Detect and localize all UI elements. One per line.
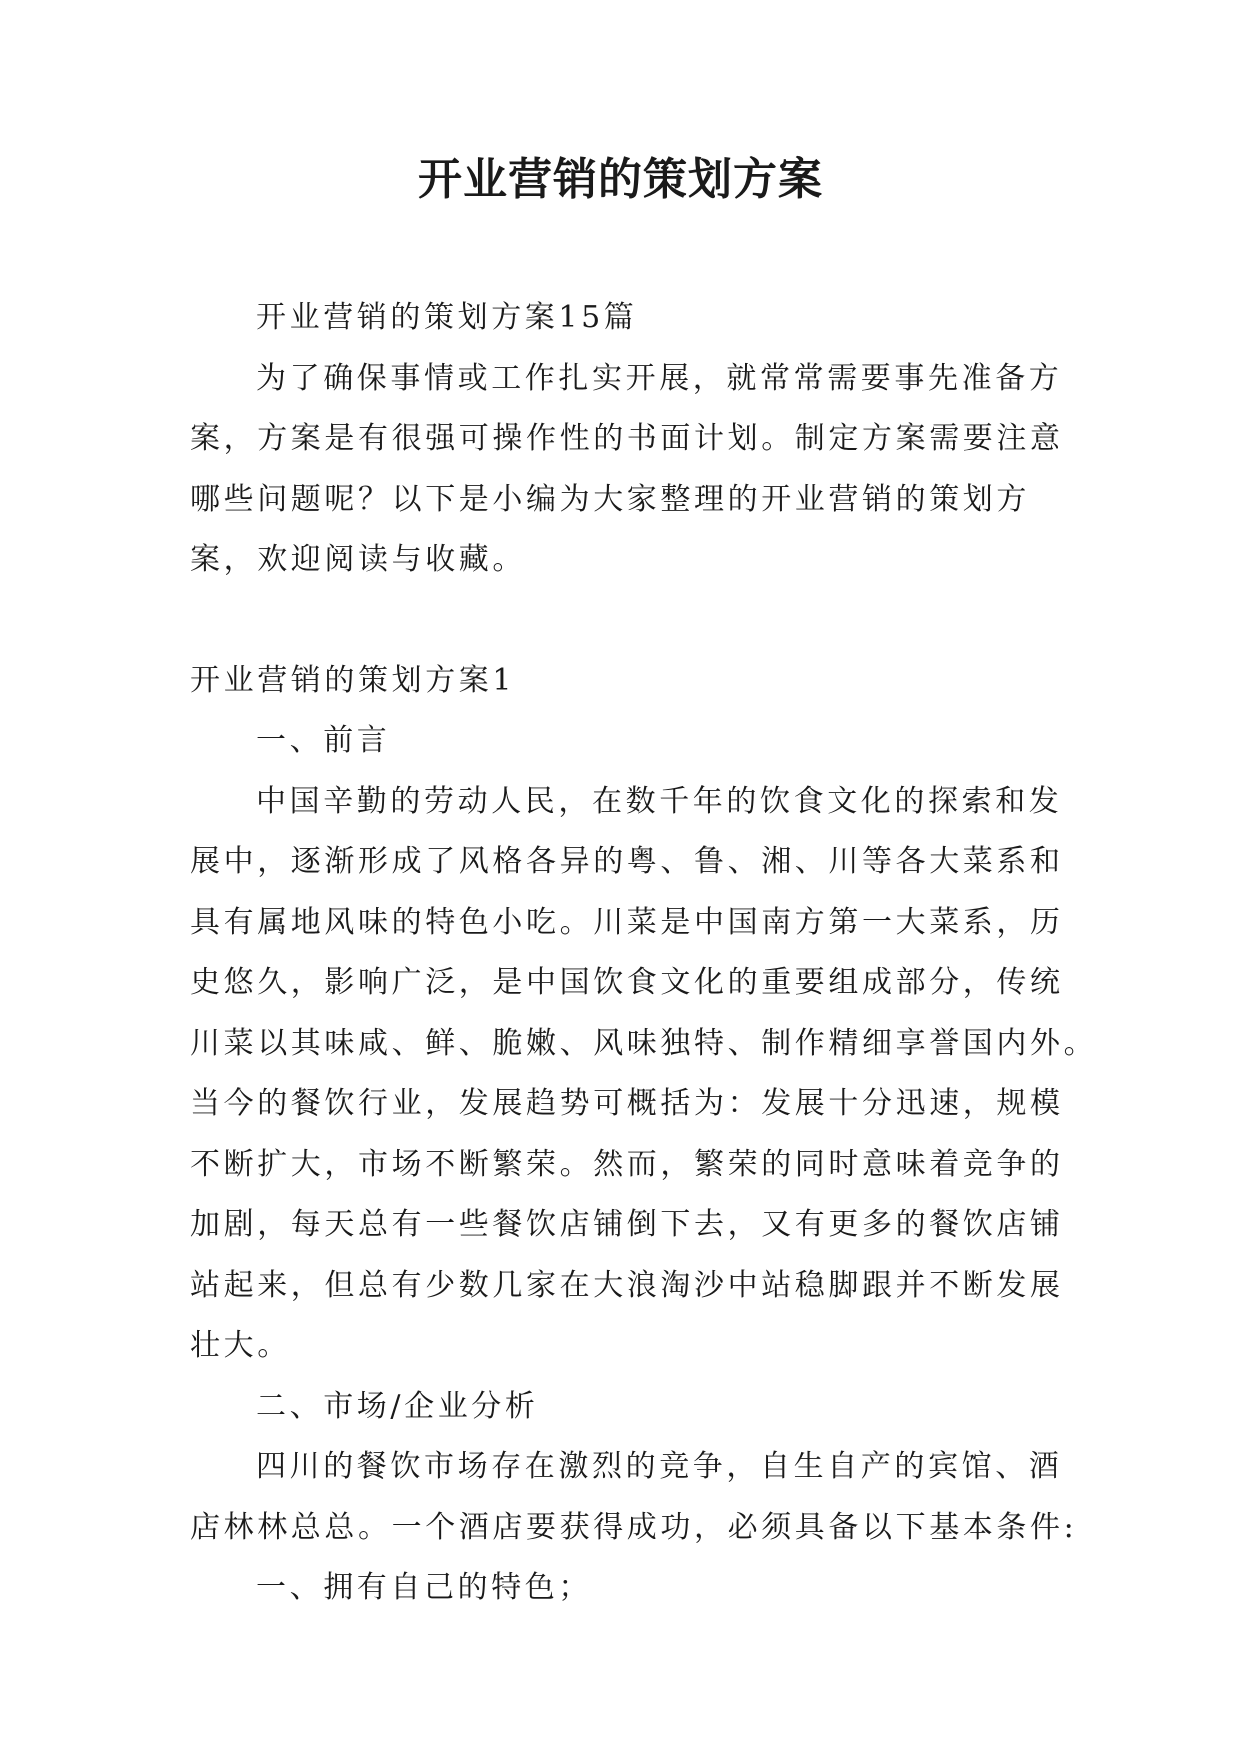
subtitle: 开业营销的策划方案15篇: [256, 300, 638, 335]
preface-line: 展中，逐渐形成了风格各异的粤、鲁、湘、川等各大菜系和: [190, 844, 1064, 879]
page-title: 开业营销的策划方案: [418, 154, 823, 205]
preface-line: 史悠久，影响广泛，是中国饮食文化的重要组成部分，传统: [190, 965, 1064, 1000]
preface-line: 加剧，每天总有一些餐饮店铺倒下去，又有更多的餐饮店铺: [190, 1207, 1064, 1242]
paragraph-gap: [190, 591, 1052, 651]
intro-line: 为了确保事情或工作扎实开展，就常常需要事先准备方: [256, 360, 1063, 396]
market-line: 店林林总总。一个酒店要获得成功，必须具备以下基本条件:: [190, 1509, 1078, 1545]
preface-line: 不断扩大，市场不断繁荣。然而，繁荣的同时意味着竞争的: [190, 1146, 1064, 1182]
document-body: [190, 288, 1098, 1619]
section-title: 开业营销的策划方案1: [190, 662, 516, 698]
market-line: 四川的餐饮市场存在激烈的竞争，自生自产的宾馆、酒: [256, 1449, 1063, 1484]
preface-line: 具有属地风味的特色小吃。川菜是中国南方第一大菜系，历: [190, 904, 1064, 940]
preface-line: 当今的餐饮行业，发展趋势可概括为：发展十分迅速，规模: [190, 1086, 1064, 1121]
heading-preface: 一、前言: [256, 723, 391, 758]
preface-line: 壮大。: [190, 1328, 291, 1363]
intro-line: 案，方案是有很强可操作性的书面计划。制定方案需要注意: [190, 421, 1064, 456]
intro-line: 案，欢迎阅读与收藏。: [190, 542, 526, 577]
preface-line: 中国辛勤的劳动人民，在数千年的饮食文化的探索和发: [256, 783, 1063, 819]
condition-item: 一、拥有自己的特色；: [256, 1570, 592, 1605]
intro-line: 哪些问题呢？以下是小编为大家整理的开业营销的策划方: [190, 481, 1030, 517]
preface-line: 川菜以其味咸、鲜、脆嫩、风味独特、制作精细享誉国内外。: [190, 1025, 1098, 1061]
preface-line: 站起来，但总有少数几家在大浪淘沙中站稳脚跟并不断发展: [190, 1267, 1064, 1303]
heading-market: 二、市场/企业分析: [256, 1388, 539, 1424]
